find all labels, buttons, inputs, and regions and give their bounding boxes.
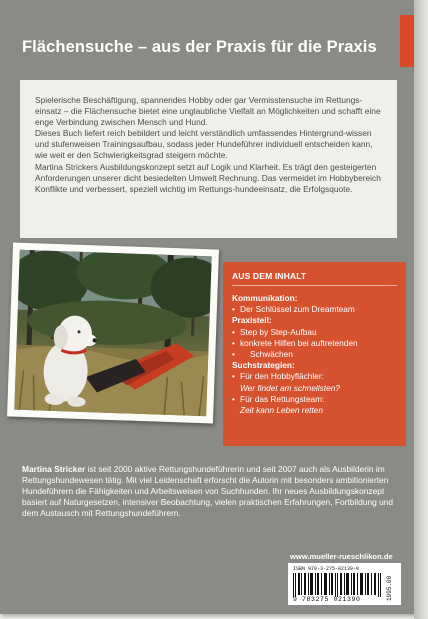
section-title-kommunikation: Kommunikation: — [232, 293, 298, 303]
list-item: • Step by Step-Aufbau — [232, 327, 402, 338]
list-item-continuation-text: Schwächen — [250, 349, 293, 360]
photo-frame — [7, 242, 219, 423]
contents-heading: AUS DEM INHALT — [232, 271, 307, 281]
list-item: • Für den Hobbyflächler: — [232, 371, 402, 382]
section-title-suchstrategien: Suchstrategien: — [232, 360, 295, 371]
list-item-continuation — [232, 349, 402, 360]
list-item: • konkrete Hilfen bei auftretenden — [232, 338, 402, 349]
list-item: • Für das Rettungsteam: — [232, 394, 402, 405]
price-code: 1995.00 — [386, 575, 393, 601]
barcode-digits: 9 783275 021390 — [293, 596, 361, 603]
list-item-subtitle: Wer findet am schnellsten? — [240, 382, 340, 393]
red-spine-band — [400, 15, 414, 67]
author-name: Martina Stricker — [22, 464, 86, 474]
contents-list — [232, 293, 402, 416]
list-item-subtitle: Zeit kann Leben retten — [240, 405, 324, 416]
intro-paragraph-3: Martina Strickers Ausbildungskonzept setzt auf Logik und Klarheit. Es trägt den gesteigerten Anforderungen unserer dicht besiedelten Umwelt Rechnung. Das vermeidet im Hobbybereich Konflikte und verbessert, speziell wichtig im Rettungs-hundeeinsatz, die Erfolgsquote. — [35, 161, 381, 194]
intro-paragraph-2: Dieses Buch liefert reich bebildert und leicht verständlich umfassendes Hintergrund-wissen und stufenweisen Trainingsaufbau, sodass jeder Hundeführer individuell entscheiden kann, wie weit er den Schwierigkeitsgrad steigern möchte. — [35, 128, 373, 161]
dog-in-forest-illustration — [14, 250, 211, 417]
contents-divider — [232, 285, 397, 286]
author-bio — [22, 464, 402, 519]
intro-paragraph-1: Spielerische Beschäftigung, spannendes Hobby oder gar Vermisstensuche im Rettungs-einsatz – die Flächensuche bietet eine unglaubliche Vielfalt an Möglichkeiten und schafft eine enge Verbindung zwischen Mensch und Hund. — [35, 95, 381, 128]
dog-photo — [14, 250, 211, 417]
author-bio-text: ist seit 2000 aktive Rettungshundeführerin und seit 2007 auch als Ausbilderin im Rettungshundewesen tätig. Mit viel Leidenschaft erforscht die Autorin mit besonders ambitionierten Hundeführern die Fähigkeiten und Arbeitsweisen von Suchhunden. Ihr neues Ausbildungskonzept basiert auf Naturgesetzen, intensiver Beobachtung, vielen praktischen Erfahrungen, Fortbildung und dem Austausch mit Rettungshundeführern. — [22, 464, 394, 519]
intro-box — [20, 80, 397, 238]
intro-text — [35, 95, 387, 195]
publisher-url: www.mueller-rueschlikon.de — [290, 552, 393, 561]
barcode-icon — [293, 573, 381, 597]
book-title: Flächensuche – aus der Praxis für die Praxis — [22, 38, 377, 56]
page-edge-shadow — [414, 0, 428, 619]
list-item: • Der Schlüssel zum Dreamteam — [232, 304, 402, 315]
contents-box — [223, 262, 406, 446]
isbn-text: ISBN 978-3-275-02139-0 — [293, 566, 360, 572]
section-title-praxisteil: Praxisteil: — [232, 315, 272, 326]
barcode-label — [288, 563, 401, 605]
